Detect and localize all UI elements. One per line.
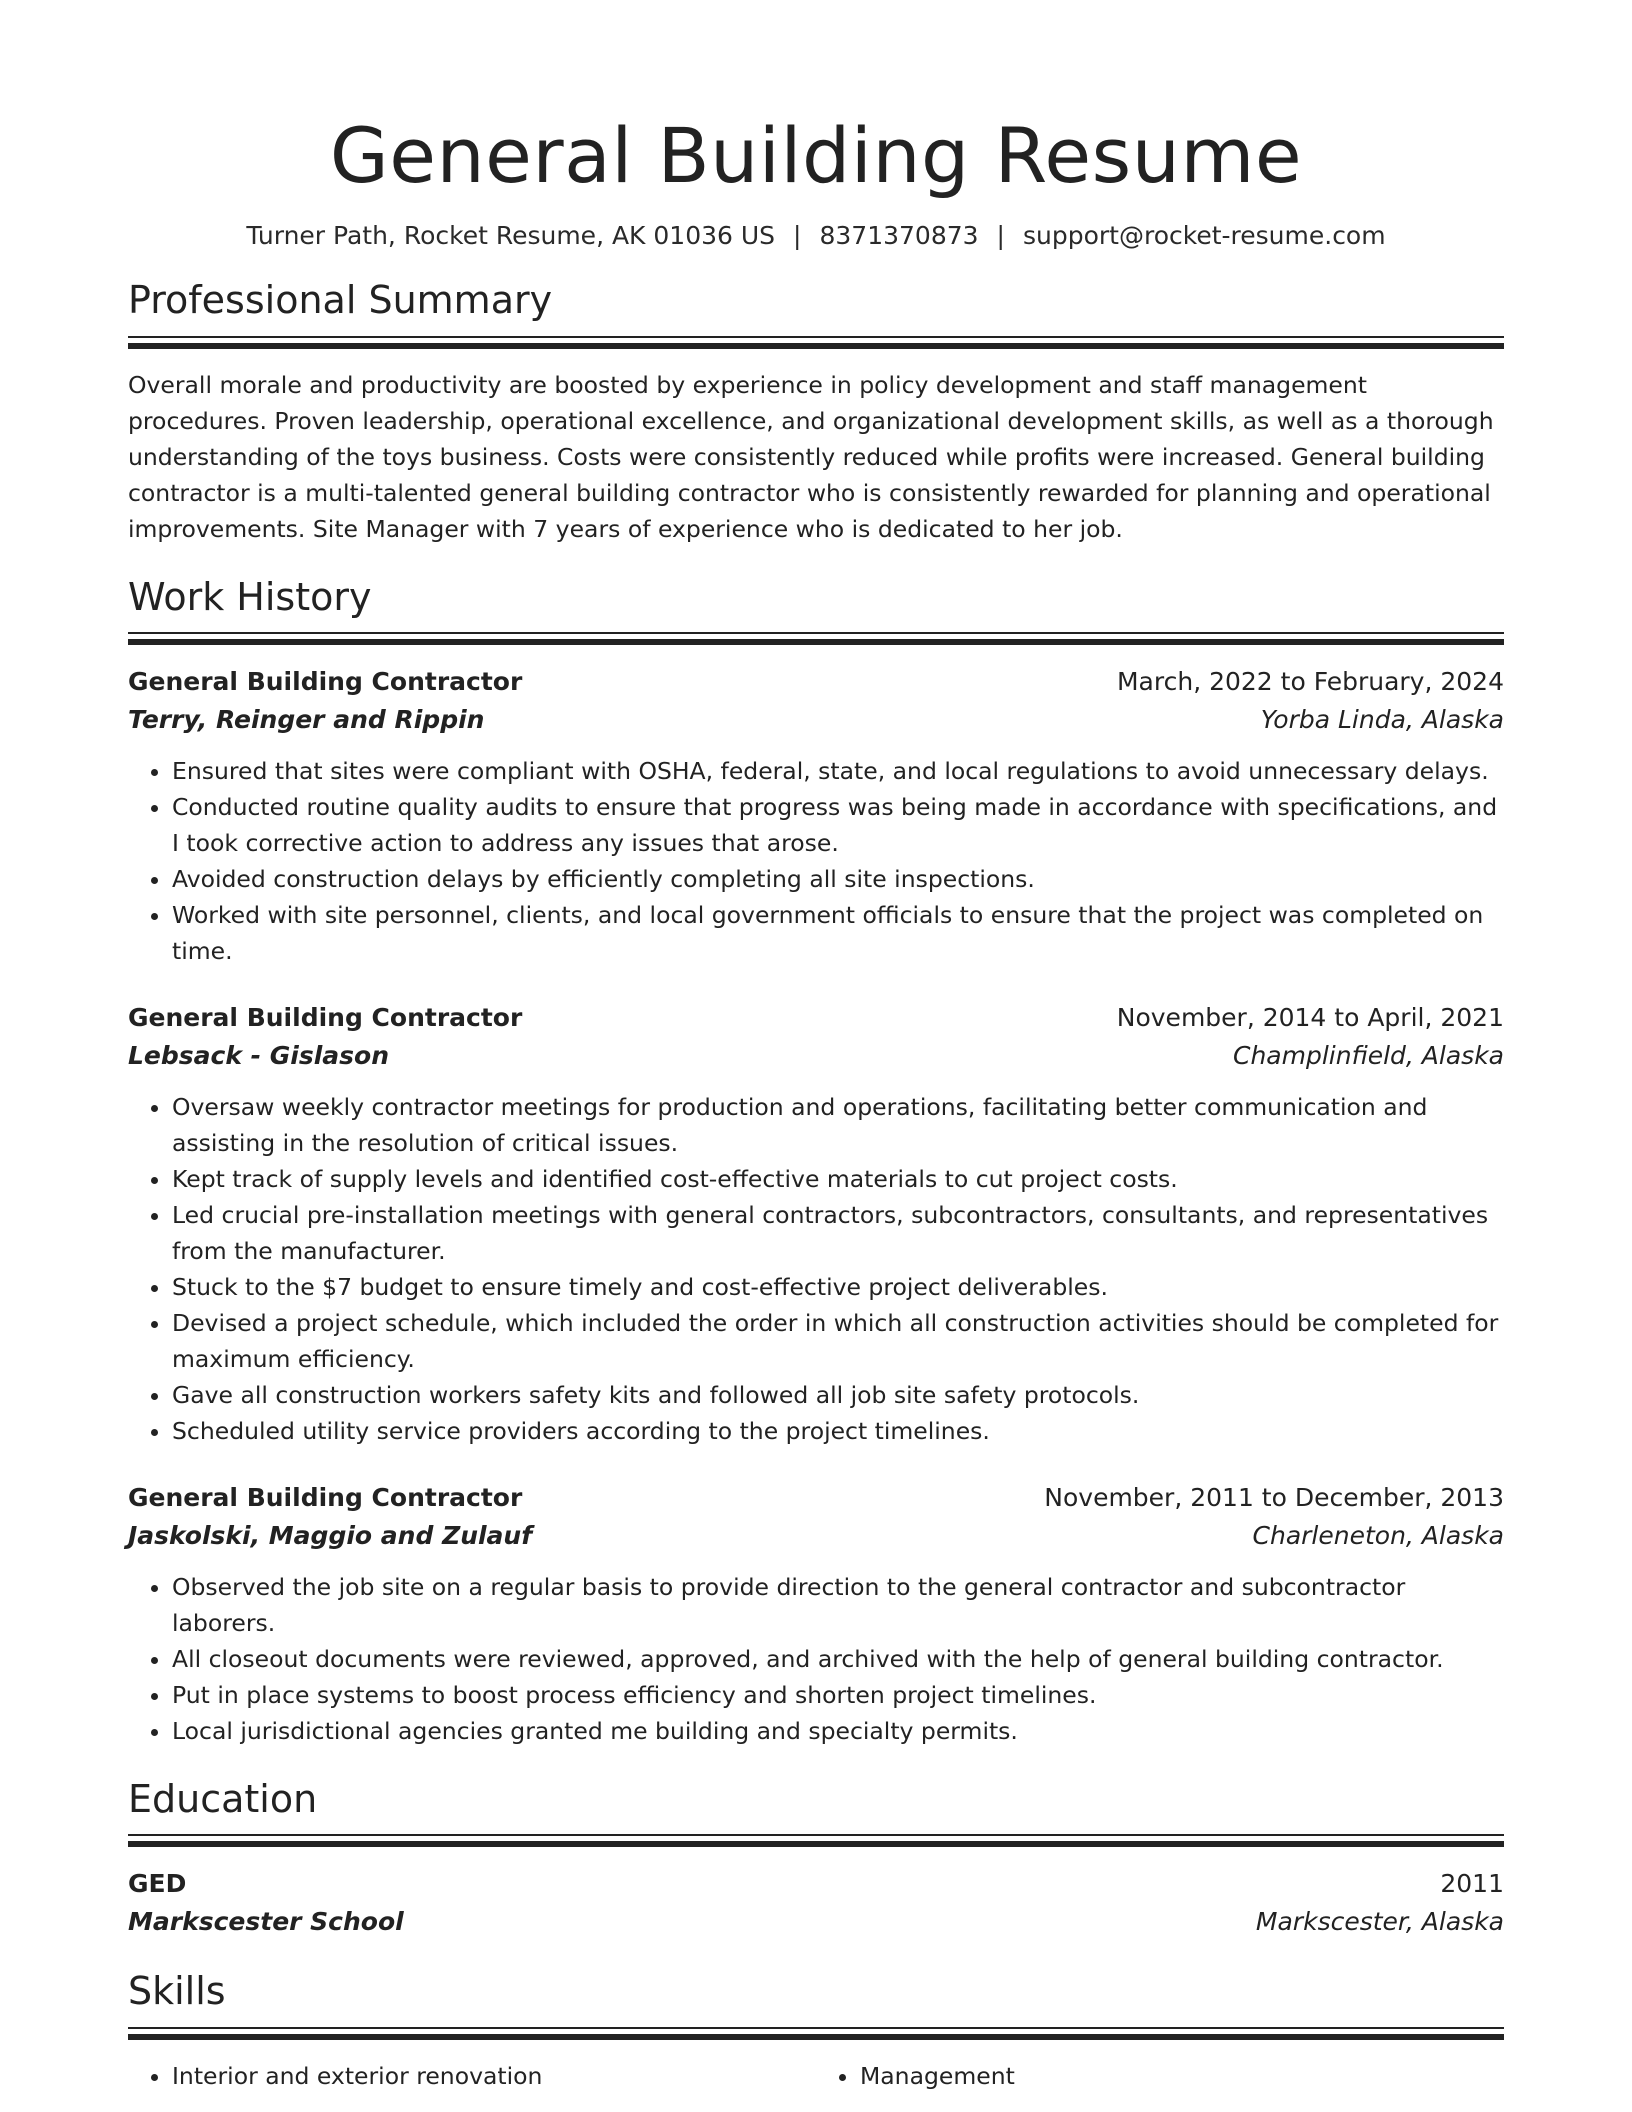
- job-entry: [128, 1479, 1504, 1749]
- contact-separator: |: [996, 221, 1005, 251]
- job-role: General Building Contractor: [128, 1482, 523, 1512]
- list-item: • Oversaw weekly contractor meetings for production and operations, facilitating better communication and assisting in the resolution of critical issues.: [172, 1089, 1504, 1161]
- education-degree: GED: [128, 1869, 187, 1899]
- resume-name: General Building Resume: [329, 111, 1303, 200]
- skills-column-left: [128, 2058, 816, 2094]
- list-item: • Management: [860, 2058, 1504, 2094]
- job-dates: November, 2014 to April, 2021: [1116, 1002, 1504, 1032]
- education-school-row: [128, 1903, 1504, 1941]
- list-item: • All closeout documents were reviewed, approved, and archived with the help of general building contractor.: [172, 1641, 1504, 1677]
- list-item: • Worked with site personnel, clients, and local government officials to ensure that the project was completed on time.: [172, 897, 1504, 969]
- education-location: Markscester, Alaska: [1255, 1907, 1504, 1937]
- job-bullets: [128, 1089, 1504, 1449]
- education-header-row: [128, 1865, 1504, 1903]
- job-dates: November, 2011 to December, 2013: [1044, 1482, 1504, 1512]
- list-item: • Led crucial pre-installation meetings with general contractors, subcontractors, consultants, and representatives from the manufacturer.: [172, 1197, 1504, 1269]
- job-company: Terry, Reinger and Rippin: [128, 704, 485, 734]
- job-header-row: [128, 1479, 1504, 1517]
- list-item: • Interior and exterior renovation: [172, 2058, 816, 2094]
- list-item: • Gave all construction workers safety kits and followed all job site safety protocols.: [172, 1377, 1504, 1413]
- job-header-row: [128, 999, 1504, 1037]
- job-bullets: [128, 1569, 1504, 1749]
- list-item: • Kept track of supply levels and identified cost-effective materials to cut project costs.: [172, 1161, 1504, 1197]
- list-item: • Ensured that sites were compliant with OSHA, federal, state, and local regulations to avoid unnecessary delays.: [172, 753, 1504, 789]
- job-entry: [128, 663, 1504, 969]
- job-header-row: [128, 663, 1504, 701]
- job-location: Champlinfield, Alaska: [1232, 1040, 1504, 1070]
- list-item: • Put in place systems to boost process efficiency and shorten project timelines.: [172, 1677, 1504, 1713]
- section-title-skills: Skills: [128, 1969, 226, 2014]
- skills-column-right: [816, 2058, 1504, 2094]
- section-title-education: Education: [128, 1776, 318, 1821]
- list-item: • Avoided construction delays by efficiently completing all site inspections.: [172, 861, 1504, 897]
- job-company-row: [128, 701, 1504, 739]
- list-item: • Observed the job site on a regular basis to provide direction to the general contractor and subcontractor laborers.: [172, 1569, 1504, 1641]
- job-role: General Building Contractor: [128, 666, 523, 696]
- education-section: [128, 1775, 1504, 1941]
- job-company: Lebsack - Gislason: [128, 1040, 390, 1070]
- job-dates: March, 2022 to February, 2024: [1116, 666, 1504, 696]
- contact-separator: |: [793, 221, 802, 251]
- education-year: 2011: [1440, 1869, 1504, 1899]
- section-title-work-history: Work History: [128, 574, 372, 619]
- skills-grid: [128, 2058, 1504, 2094]
- skills-list: [816, 2058, 1504, 2094]
- list-item: • Scheduled utility service providers according to the project timelines.: [172, 1413, 1504, 1449]
- contact-address: Turner Path, Rocket Resume, AK 01036 US: [246, 221, 776, 251]
- list-item: • Stuck to the $7 budget to ensure timely and cost-effective project deliverables.: [172, 1269, 1504, 1305]
- contact-phone: 8371370873: [819, 221, 979, 251]
- list-item: • Conducted routine quality audits to ensure that progress was being made in accordance with specifications, and I took corrective action to address any issues that arose.: [172, 789, 1504, 861]
- job-bullets: [128, 753, 1504, 969]
- contact-email: support@rocket-resume.com: [1022, 221, 1386, 251]
- work-history-section: [128, 573, 1504, 1749]
- section-divider: [128, 336, 1504, 349]
- skills-section: [128, 1967, 1504, 2093]
- summary-section: [128, 276, 1504, 546]
- section-divider: [128, 632, 1504, 645]
- section-title-summary: Professional Summary: [128, 278, 553, 323]
- job-company-row: [128, 1037, 1504, 1075]
- job-location: Charleneton, Alaska: [1252, 1520, 1504, 1550]
- summary-text: Overall morale and productivity are boosted by experience in policy development and staff management procedures. Proven leadership, operational excellence, and organizational development skills, as well as a thorough understanding of the toys business. Costs were consistently reduced while profits were increased. General building contractor is a multi-talented general building contractor who is consistently rewarded for planning and operational improvements. Site Manager with 7 years of experience who is dedicated to her job.: [128, 370, 1494, 543]
- job-location: Yorba Linda, Alaska: [1260, 704, 1504, 734]
- education-school: Markscester School: [128, 1907, 404, 1937]
- job-company: Jaskolski, Maggio and Zulauf: [128, 1520, 533, 1550]
- job-company-row: [128, 1517, 1504, 1555]
- job-entry: [128, 999, 1504, 1449]
- section-divider: [128, 1834, 1504, 1847]
- list-item: • Devised a project schedule, which included the order in which all construction activities should be completed for maximum efficiency.: [172, 1305, 1504, 1377]
- contact-line: [128, 221, 1504, 250]
- job-role: General Building Contractor: [128, 1002, 523, 1032]
- skills-list: [128, 2058, 816, 2094]
- section-divider: [128, 2027, 1504, 2040]
- list-item: • Local jurisdictional agencies granted me building and specialty permits.: [172, 1713, 1504, 1749]
